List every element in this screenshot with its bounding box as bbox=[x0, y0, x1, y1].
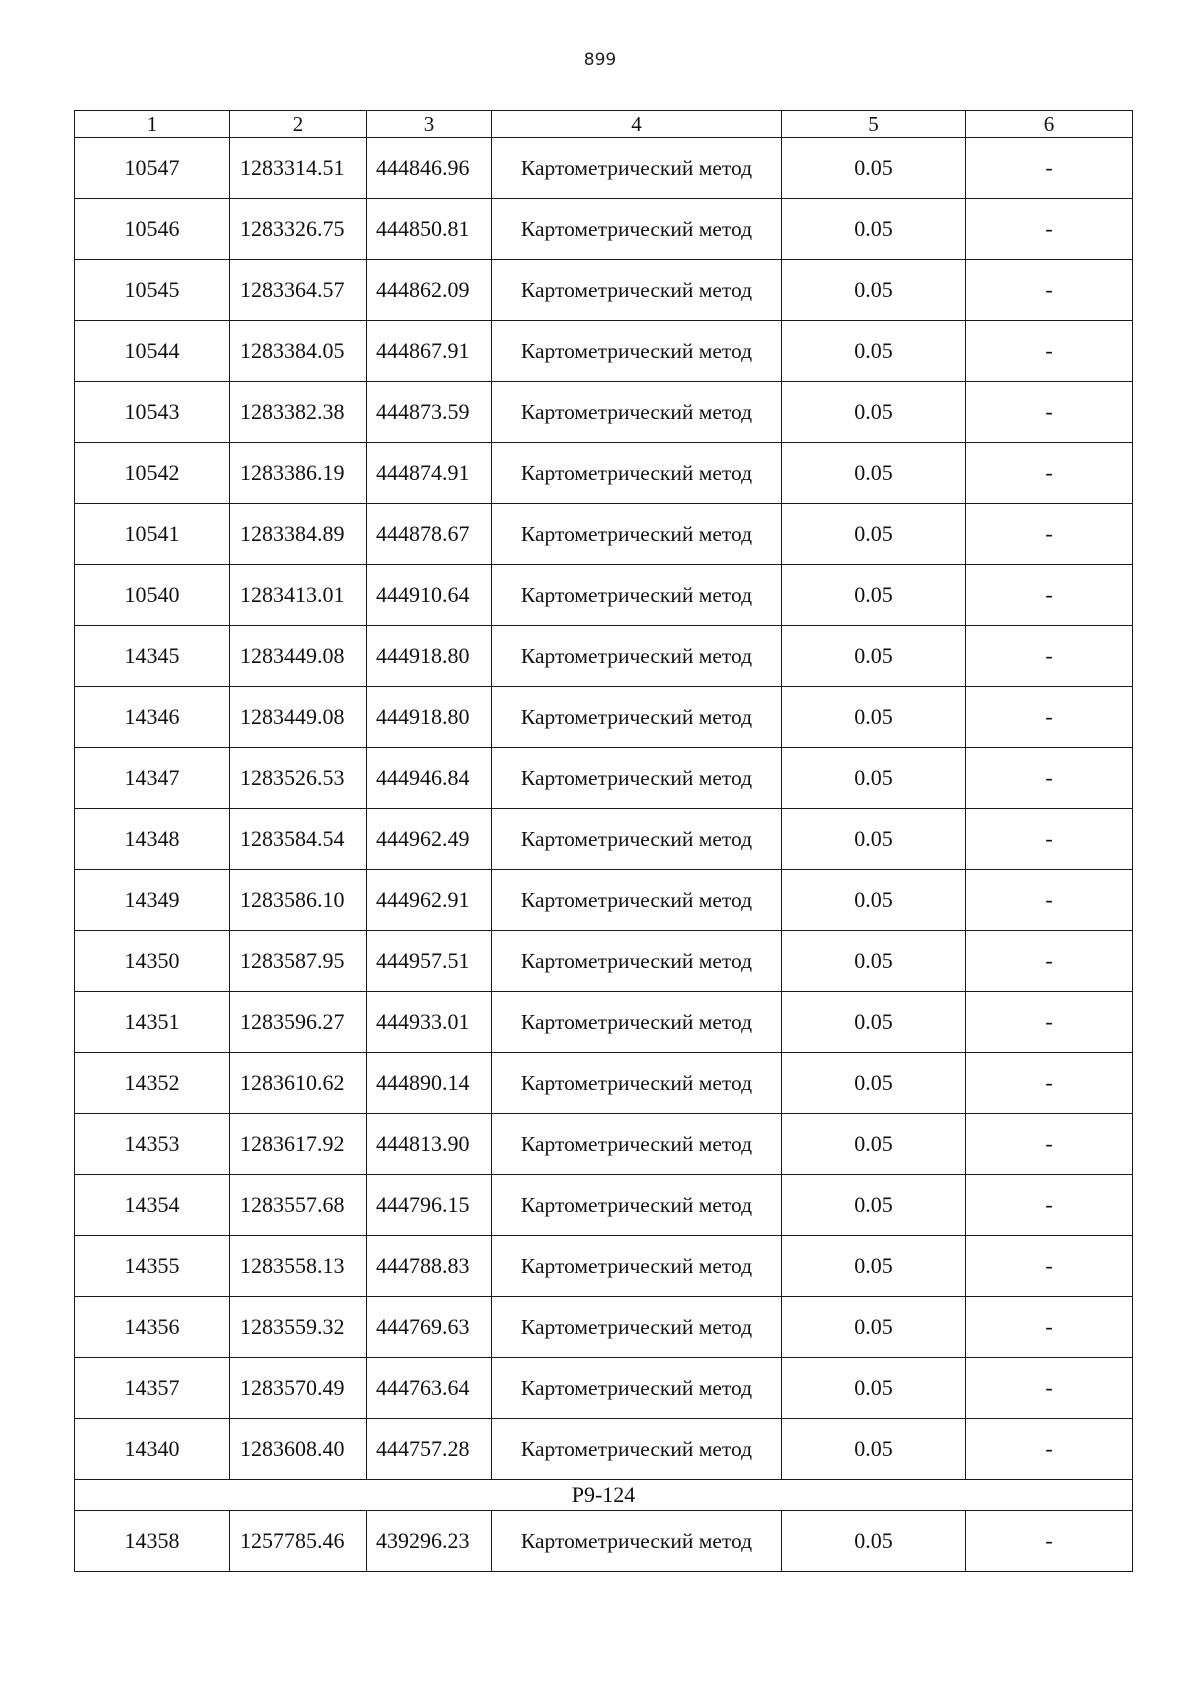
y-coordinate-cell: 444763.64 bbox=[367, 1358, 492, 1419]
table-body bbox=[75, 111, 1133, 1572]
method-cell: Картометрический метод bbox=[492, 809, 782, 870]
accuracy-cell: 0.05 bbox=[782, 138, 966, 199]
note-cell: - bbox=[966, 382, 1133, 443]
table-row bbox=[75, 1511, 1133, 1572]
note-cell: - bbox=[966, 443, 1133, 504]
method-cell: Картометрический метод bbox=[492, 1297, 782, 1358]
point-number-cell: 10547 bbox=[75, 138, 230, 199]
note-cell: - bbox=[966, 1358, 1133, 1419]
method-cell: Картометрический метод bbox=[492, 1053, 782, 1114]
accuracy-cell: 0.05 bbox=[782, 382, 966, 443]
y-coordinate-cell: 444910.64 bbox=[367, 565, 492, 626]
y-coordinate-cell: 444862.09 bbox=[367, 260, 492, 321]
y-coordinate-cell: 444769.63 bbox=[367, 1297, 492, 1358]
method-cell: Картометрический метод bbox=[492, 138, 782, 199]
method-cell: Картометрический метод bbox=[492, 321, 782, 382]
table-header-row bbox=[75, 111, 1133, 138]
y-coordinate-cell: 444873.59 bbox=[367, 382, 492, 443]
table-row bbox=[75, 1297, 1133, 1358]
x-coordinate-cell: 1283326.75 bbox=[230, 199, 367, 260]
x-coordinate-cell: 1283617.92 bbox=[230, 1114, 367, 1175]
y-coordinate-cell: 444757.28 bbox=[367, 1419, 492, 1480]
note-cell: - bbox=[966, 260, 1133, 321]
point-number-cell: 14347 bbox=[75, 748, 230, 809]
header-cell: 2 bbox=[230, 111, 367, 138]
y-coordinate-cell: 444813.90 bbox=[367, 1114, 492, 1175]
accuracy-cell: 0.05 bbox=[782, 626, 966, 687]
point-number-cell: 14356 bbox=[75, 1297, 230, 1358]
y-coordinate-cell: 444962.91 bbox=[367, 870, 492, 931]
header-cell: 3 bbox=[367, 111, 492, 138]
note-cell: - bbox=[966, 1053, 1133, 1114]
y-coordinate-cell: 444918.80 bbox=[367, 626, 492, 687]
accuracy-cell: 0.05 bbox=[782, 992, 966, 1053]
note-cell: - bbox=[966, 626, 1133, 687]
note-cell: - bbox=[966, 687, 1133, 748]
table-row bbox=[75, 199, 1133, 260]
point-number-cell: 10540 bbox=[75, 565, 230, 626]
y-coordinate-cell: 444878.67 bbox=[367, 504, 492, 565]
point-number-cell: 14355 bbox=[75, 1236, 230, 1297]
section-row bbox=[75, 1480, 1133, 1511]
note-cell: - bbox=[966, 748, 1133, 809]
method-cell: Картометрический метод bbox=[492, 1419, 782, 1480]
table-row bbox=[75, 626, 1133, 687]
table-row bbox=[75, 992, 1133, 1053]
method-cell: Картометрический метод bbox=[492, 748, 782, 809]
accuracy-cell: 0.05 bbox=[782, 809, 966, 870]
method-cell: Картометрический метод bbox=[492, 443, 782, 504]
y-coordinate-cell: 444918.80 bbox=[367, 687, 492, 748]
table-row bbox=[75, 504, 1133, 565]
y-coordinate-cell: 444788.83 bbox=[367, 1236, 492, 1297]
header-cell: 6 bbox=[966, 111, 1133, 138]
x-coordinate-cell: 1283386.19 bbox=[230, 443, 367, 504]
method-cell: Картометрический метод bbox=[492, 1114, 782, 1175]
point-number-cell: 14340 bbox=[75, 1419, 230, 1480]
table-row bbox=[75, 931, 1133, 992]
note-cell: - bbox=[966, 1236, 1133, 1297]
accuracy-cell: 0.05 bbox=[782, 199, 966, 260]
x-coordinate-cell: 1283384.89 bbox=[230, 504, 367, 565]
table-row bbox=[75, 443, 1133, 504]
note-cell: - bbox=[966, 1114, 1133, 1175]
x-coordinate-cell: 1283586.10 bbox=[230, 870, 367, 931]
method-cell: Картометрический метод bbox=[492, 1511, 782, 1572]
table-row bbox=[75, 1419, 1133, 1480]
accuracy-cell: 0.05 bbox=[782, 1114, 966, 1175]
x-coordinate-cell: 1283559.32 bbox=[230, 1297, 367, 1358]
table-row bbox=[75, 687, 1133, 748]
x-coordinate-cell: 1283526.53 bbox=[230, 748, 367, 809]
method-cell: Картометрический метод bbox=[492, 992, 782, 1053]
accuracy-cell: 0.05 bbox=[782, 931, 966, 992]
note-cell: - bbox=[966, 870, 1133, 931]
table-row bbox=[75, 565, 1133, 626]
method-cell: Картометрический метод bbox=[492, 565, 782, 626]
note-cell: - bbox=[966, 199, 1133, 260]
x-coordinate-cell: 1283558.13 bbox=[230, 1236, 367, 1297]
method-cell: Картометрический метод bbox=[492, 1236, 782, 1297]
x-coordinate-cell: 1283570.49 bbox=[230, 1358, 367, 1419]
accuracy-cell: 0.05 bbox=[782, 443, 966, 504]
method-cell: Картометрический метод bbox=[492, 260, 782, 321]
x-coordinate-cell: 1283413.01 bbox=[230, 565, 367, 626]
page-number: 899 bbox=[583, 50, 617, 70]
x-coordinate-cell: 1283384.05 bbox=[230, 321, 367, 382]
x-coordinate-cell: 1283449.08 bbox=[230, 626, 367, 687]
note-cell: - bbox=[966, 809, 1133, 870]
method-cell: Картометрический метод bbox=[492, 1175, 782, 1236]
table-row bbox=[75, 1114, 1133, 1175]
method-cell: Картометрический метод bbox=[492, 504, 782, 565]
y-coordinate-cell: 444946.84 bbox=[367, 748, 492, 809]
y-coordinate-cell: 444850.81 bbox=[367, 199, 492, 260]
note-cell: - bbox=[966, 504, 1133, 565]
table-row bbox=[75, 1358, 1133, 1419]
point-number-cell: 14358 bbox=[75, 1511, 230, 1572]
x-coordinate-cell: 1257785.46 bbox=[230, 1511, 367, 1572]
table-row bbox=[75, 870, 1133, 931]
coordinates-table bbox=[74, 110, 1133, 1572]
y-coordinate-cell: 444846.96 bbox=[367, 138, 492, 199]
point-number-cell: 14351 bbox=[75, 992, 230, 1053]
method-cell: Картометрический метод bbox=[492, 1358, 782, 1419]
x-coordinate-cell: 1283587.95 bbox=[230, 931, 367, 992]
accuracy-cell: 0.05 bbox=[782, 1236, 966, 1297]
method-cell: Картометрический метод bbox=[492, 382, 782, 443]
table-row bbox=[75, 138, 1133, 199]
point-number-cell: 14346 bbox=[75, 687, 230, 748]
y-coordinate-cell: 444796.15 bbox=[367, 1175, 492, 1236]
y-coordinate-cell: 444957.51 bbox=[367, 931, 492, 992]
note-cell: - bbox=[966, 1175, 1133, 1236]
y-coordinate-cell: 444867.91 bbox=[367, 321, 492, 382]
accuracy-cell: 0.05 bbox=[782, 260, 966, 321]
method-cell: Картометрический метод bbox=[492, 626, 782, 687]
point-number-cell: 14357 bbox=[75, 1358, 230, 1419]
point-number-cell: 10543 bbox=[75, 382, 230, 443]
x-coordinate-cell: 1283557.68 bbox=[230, 1175, 367, 1236]
accuracy-cell: 0.05 bbox=[782, 1053, 966, 1114]
header-cell: 4 bbox=[492, 111, 782, 138]
note-cell: - bbox=[966, 931, 1133, 992]
note-cell: - bbox=[966, 1511, 1133, 1572]
accuracy-cell: 0.05 bbox=[782, 1175, 966, 1236]
x-coordinate-cell: 1283314.51 bbox=[230, 138, 367, 199]
accuracy-cell: 0.05 bbox=[782, 1511, 966, 1572]
method-cell: Картометрический метод bbox=[492, 931, 782, 992]
header-cell: 5 bbox=[782, 111, 966, 138]
x-coordinate-cell: 1283610.62 bbox=[230, 1053, 367, 1114]
accuracy-cell: 0.05 bbox=[782, 321, 966, 382]
accuracy-cell: 0.05 bbox=[782, 870, 966, 931]
table-row bbox=[75, 748, 1133, 809]
header-cell: 1 bbox=[75, 111, 230, 138]
section-label: Р9-124 bbox=[75, 1480, 1133, 1511]
point-number-cell: 10546 bbox=[75, 199, 230, 260]
x-coordinate-cell: 1283584.54 bbox=[230, 809, 367, 870]
accuracy-cell: 0.05 bbox=[782, 687, 966, 748]
x-coordinate-cell: 1283382.38 bbox=[230, 382, 367, 443]
note-cell: - bbox=[966, 1419, 1133, 1480]
point-number-cell: 10545 bbox=[75, 260, 230, 321]
x-coordinate-cell: 1283608.40 bbox=[230, 1419, 367, 1480]
accuracy-cell: 0.05 bbox=[782, 1297, 966, 1358]
point-number-cell: 14354 bbox=[75, 1175, 230, 1236]
point-number-cell: 10544 bbox=[75, 321, 230, 382]
y-coordinate-cell: 444874.91 bbox=[367, 443, 492, 504]
point-number-cell: 14349 bbox=[75, 870, 230, 931]
y-coordinate-cell: 439296.23 bbox=[367, 1511, 492, 1572]
table-row bbox=[75, 382, 1133, 443]
note-cell: - bbox=[966, 565, 1133, 626]
method-cell: Картометрический метод bbox=[492, 687, 782, 748]
table-row bbox=[75, 321, 1133, 382]
table-row bbox=[75, 1175, 1133, 1236]
accuracy-cell: 0.05 bbox=[782, 565, 966, 626]
y-coordinate-cell: 444933.01 bbox=[367, 992, 492, 1053]
point-number-cell: 14345 bbox=[75, 626, 230, 687]
note-cell: - bbox=[966, 138, 1133, 199]
point-number-cell: 14348 bbox=[75, 809, 230, 870]
x-coordinate-cell: 1283596.27 bbox=[230, 992, 367, 1053]
table-row bbox=[75, 1236, 1133, 1297]
table-row bbox=[75, 809, 1133, 870]
y-coordinate-cell: 444962.49 bbox=[367, 809, 492, 870]
accuracy-cell: 0.05 bbox=[782, 748, 966, 809]
table-row bbox=[75, 1053, 1133, 1114]
point-number-cell: 10541 bbox=[75, 504, 230, 565]
point-number-cell: 14350 bbox=[75, 931, 230, 992]
accuracy-cell: 0.05 bbox=[782, 504, 966, 565]
note-cell: - bbox=[966, 321, 1133, 382]
point-number-cell: 14352 bbox=[75, 1053, 230, 1114]
method-cell: Картометрический метод bbox=[492, 870, 782, 931]
point-number-cell: 10542 bbox=[75, 443, 230, 504]
accuracy-cell: 0.05 bbox=[782, 1358, 966, 1419]
point-number-cell: 14353 bbox=[75, 1114, 230, 1175]
y-coordinate-cell: 444890.14 bbox=[367, 1053, 492, 1114]
note-cell: - bbox=[966, 992, 1133, 1053]
note-cell: - bbox=[966, 1297, 1133, 1358]
x-coordinate-cell: 1283449.08 bbox=[230, 687, 367, 748]
table-row bbox=[75, 260, 1133, 321]
accuracy-cell: 0.05 bbox=[782, 1419, 966, 1480]
x-coordinate-cell: 1283364.57 bbox=[230, 260, 367, 321]
method-cell: Картометрический метод bbox=[492, 199, 782, 260]
